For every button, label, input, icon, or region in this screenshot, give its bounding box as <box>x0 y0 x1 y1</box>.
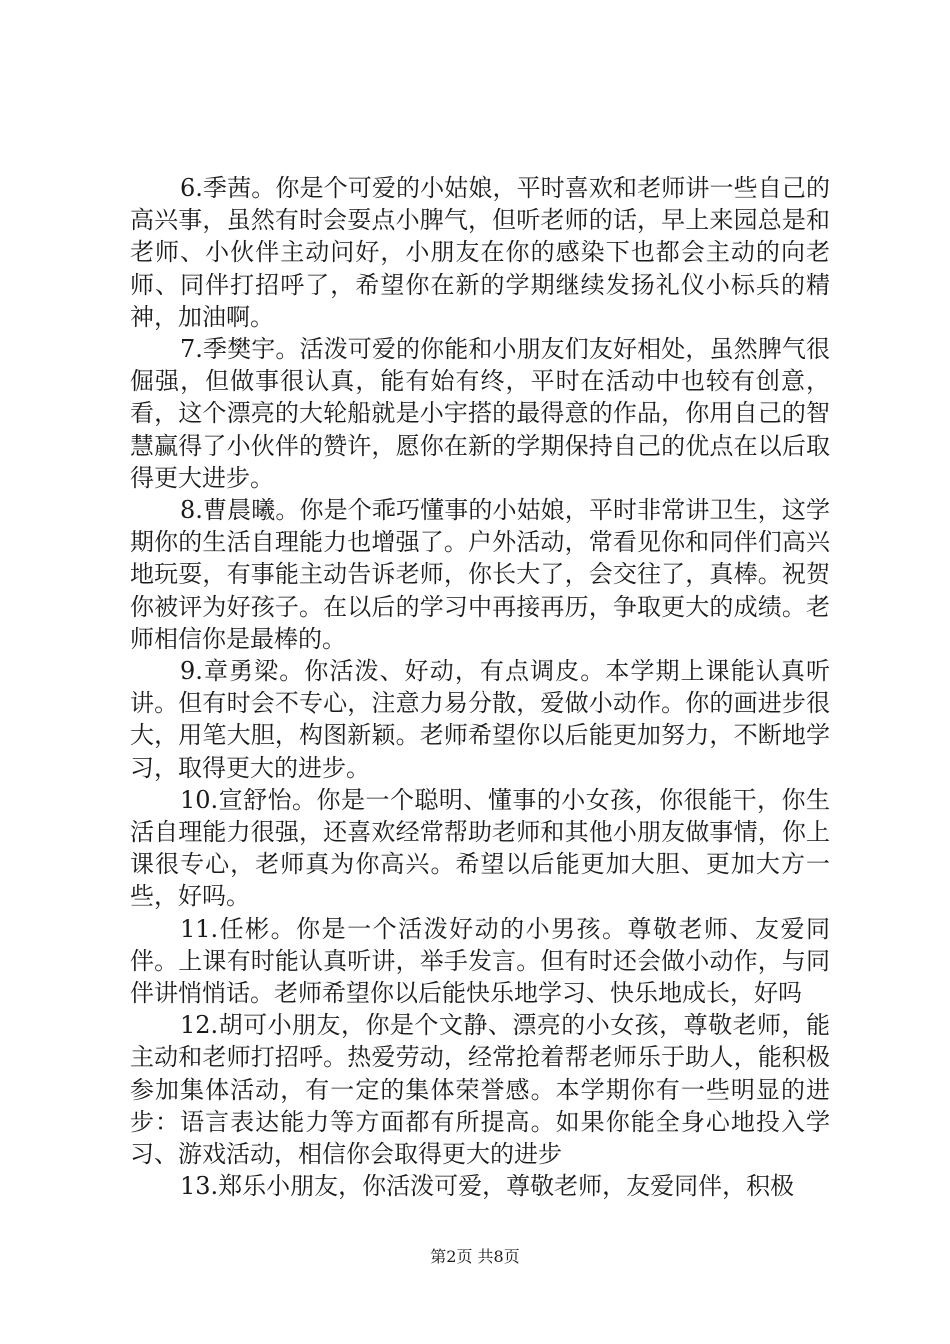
page-footer: 第2页 共8页 <box>430 1247 520 1266</box>
paragraph-6: 6.季茜。你是个可爱的小姑娘，平时喜欢和老师讲一些自己的高兴事，虽然有时会耍点小脾气，但听老师的话，早上来园总是和老师、小伙伴主动问好，小朋友在你的感染下也都会主动的向老师、同伴打招呼了，希望你在新的学期继续发扬礼仪小标兵的精神，加油啊。 <box>130 174 830 331</box>
paragraph-9: 9.章勇梁。你活泼、好动，有点调皮。本学期上课能认真听讲。但有时会不专心，注意力易分散，爱做小动作。你的画进步很大，用笔大胆，构图新颖。老师希望你以后能更加努力，不断地学习，取得更大的进步。 <box>130 657 830 782</box>
paragraph-10: 10.宣舒怡。你是一个聪明、懂事的小女孩，你很能干，你生活自理能力很强，还喜欢经常帮助老师和其他小朋友做事情，你上课很专心，老师真为你高兴。希望以后能更加大胆、更加大方一些，好吗。 <box>130 785 830 911</box>
paragraph-11: 11.任彬。你是一个活泼好动的小男孩。尊敬老师、友爱同伴。上课有时能认真听讲，举手发言。但有时还会做小动作，与同伴讲悄悄话。老师希望你以后能快乐地学习、快乐地成长，好吗 <box>130 914 830 1008</box>
paragraph-12: 12.胡可小朋友，你是个文静、漂亮的小女孩，尊敬老师，能主动和老师打招呼。热爱劳动，经常抢着帮老师乐于助人，能积极参加集体活动，有一定的集体荣誉感。本学期你有一些明显的进步：语言表达能力等方面都有所提高。如果你能全身心地投入学习、游戏活动，相信你会取得更大的进步 <box>130 1011 830 1169</box>
document-body <box>130 172 830 1203</box>
paragraph-8: 8.曹晨曦。你是个乖巧懂事的小姑娘，平时非常讲卫生，这学期你的生活自理能力也增强了。户外活动，常看见你和同伴们高兴地玩耍，有事能主动告诉老师，你长大了，会交往了，真棒。祝贺你被评为好孩子。在以后的学习中再接再历，争取更大的成绩。老师相信你是最棒的。 <box>130 496 830 653</box>
paragraph-13: 13.郑乐小朋友，你活泼可爱，尊敬老师，友爱同伴，积极 <box>180 1172 795 1201</box>
paragraph-7: 7.季樊宇。活泼可爱的你能和小朋友们友好相处，虽然脾气很倔强，但做事很认真，能有始有终，平时在活动中也较有创意，看，这个漂亮的大轮船就是小宇搭的最得意的作品，你用自己的智慧赢得了小伙伴的赞许，愿你在新的学期保持自己的优点在以后取得更大进步。 <box>130 335 830 492</box>
